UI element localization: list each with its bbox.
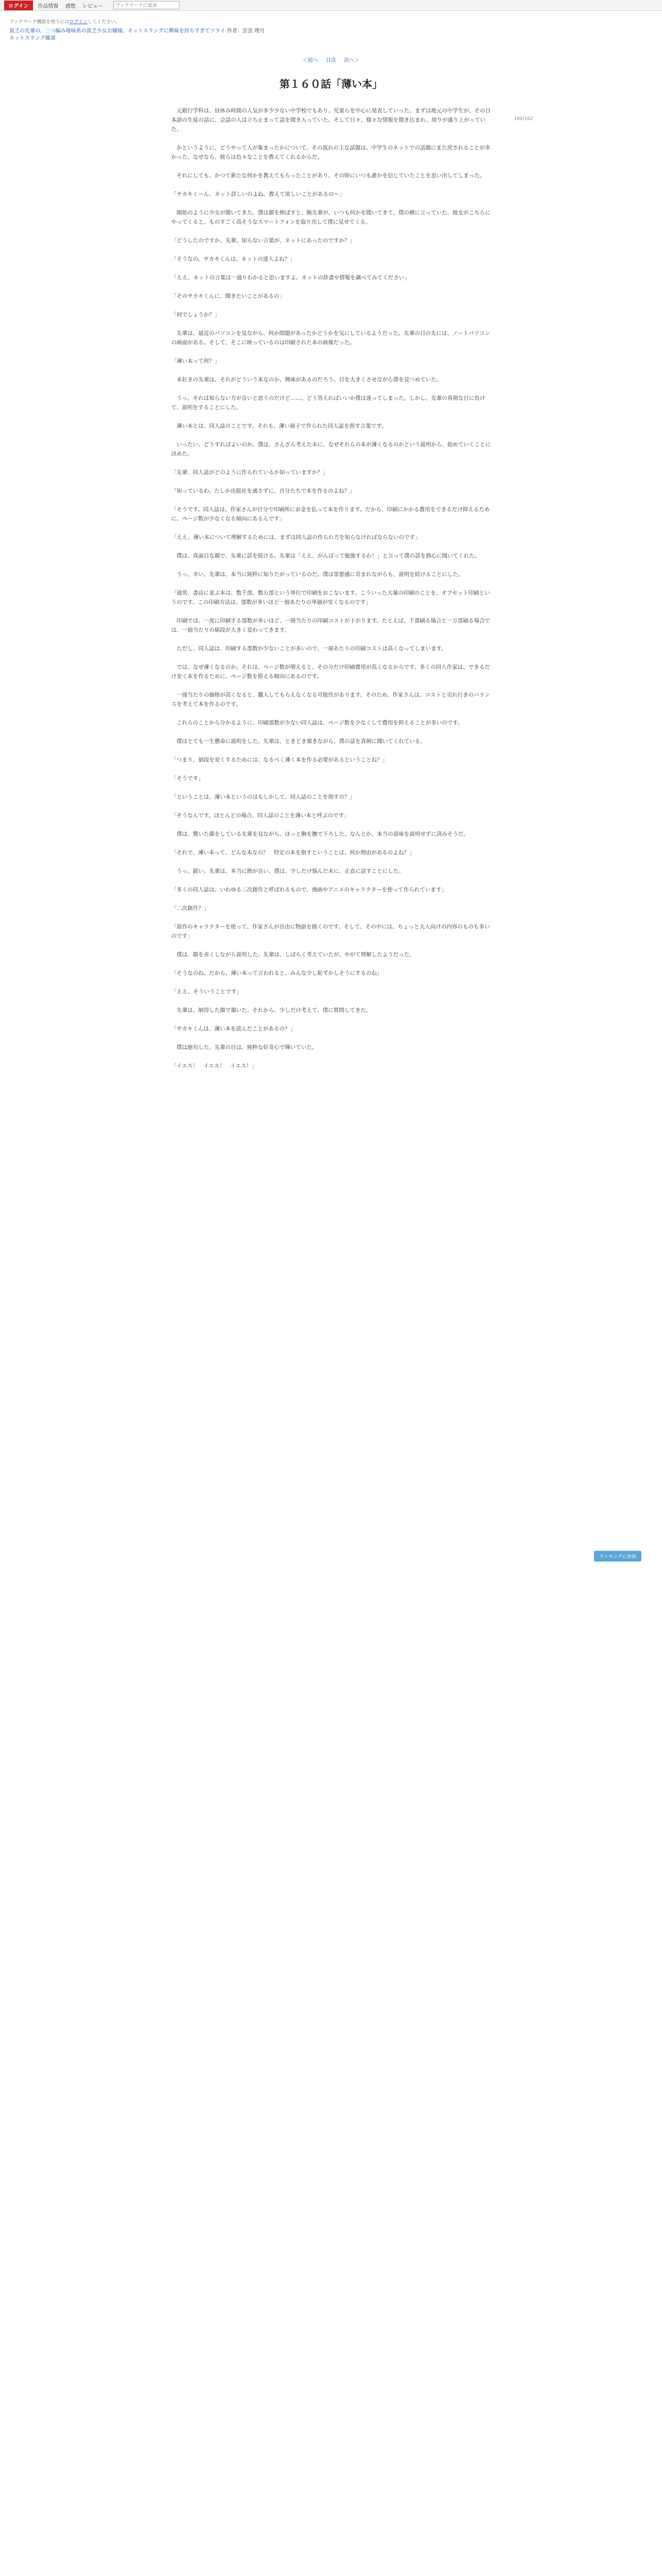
body-paragraph: 「ええ、ネットの言葉は一通りわかると思いますよ。ネットの辞書や情報を調べてみてください」 bbox=[171, 275, 410, 281]
body-paragraph: 「そうなんです。ほとんどの場合、同人誌のことを薄い本と呼ぶのです」 bbox=[171, 812, 350, 819]
toc-link[interactable]: 目次 bbox=[326, 58, 336, 63]
nav-impressions[interactable]: 感想 bbox=[65, 3, 76, 9]
body-paragraph: 僕は、驚いた顔をしている先輩を見ながら、ほっと胸を撫で下ろした。なんとか、本当の意味を説明せずに済みそうだ。 bbox=[171, 831, 469, 837]
body-paragraph: 「ええ、薄い本について理解するためには、まずは同人誌の作られ方を知らなければならないのです」 bbox=[171, 534, 421, 540]
next-link[interactable]: 次へ＞ bbox=[344, 58, 360, 63]
body-paragraph: うっ。それは知らない方が良いと思うのだけど……。どう答えればいいか僕は迷ってしまった。しかし、先輩の真剣な目に負けて、説明をすることにした。 bbox=[171, 395, 485, 411]
body-paragraph: 「サカキくーん。ネット詳しいのよね。教えて欲しいことがあるの～」 bbox=[171, 191, 345, 197]
body-paragraph: 「何でしょうか？」 bbox=[171, 312, 220, 318]
notice-post: してください。 bbox=[87, 20, 120, 25]
header-area bbox=[0, 11, 662, 42]
body-paragraph: 僕は、真面目な顔で、先輩に話を続ける。先輩は「ええ、がんばって勉強するわ！」と言って僕の話を熱心に聞いてくれた。 bbox=[171, 553, 480, 559]
body-paragraph: 「ということは、薄い本というのはもしかして、同人誌のことを指すの？」 bbox=[171, 794, 355, 800]
author-name: 作者：雲雲 理月 bbox=[227, 28, 265, 34]
body-paragraph: これらのことから分かるように、印刷部数が少ない同人誌は、ページ数を少なくして費用を抑えることが多いのです。 bbox=[171, 720, 463, 726]
body-paragraph: 「どうしたのですか、先輩。知らない言葉が、ネットにあったのですか？」 bbox=[171, 238, 355, 244]
top-bar bbox=[0, 0, 662, 11]
body-paragraph: 「原作のキャラクターを使って、作家さんが自由に物語を描くのです。そして、その中には、ちょっと大人向けの内容のものも多いのです」 bbox=[171, 924, 490, 939]
series-title-text[interactable]: 貧乏の先輩の、三つ編み地味系の貧乏少女お嬢様。ネットスラングに興味を持ちすぎてツライ bbox=[9, 28, 225, 34]
body-paragraph: うっ。鋭い。先輩は、本当に勘が良い。僕は、少しだけ悩んだ末に、正直に話すことにした。 bbox=[171, 868, 404, 874]
nav-work-info[interactable]: 作品情報 bbox=[38, 3, 59, 9]
notice-login-link[interactable]: ログイン bbox=[69, 20, 88, 25]
ranking-button[interactable]: ランキングに参加 bbox=[594, 1551, 641, 1562]
body-paragraph: それにしても、かつて新たな何かを教えてもらったことがあり、その時にいつも誰かを信じていたことを思い出してしまった。 bbox=[171, 173, 485, 179]
body-paragraph: 「ええ、そういうことです」 bbox=[171, 989, 242, 995]
body-paragraph: 僕はとても一生懸命に説明をした。先輩は、ときどき頷きながら、僕の話を真剣に聞いてくれている。 bbox=[171, 738, 426, 744]
body-paragraph: 「イエス！ イエス！ イエス！」 bbox=[171, 1063, 257, 1069]
body-paragraph: 「薄い本って何？」 bbox=[171, 358, 220, 364]
body-paragraph: 「多くの同人誌は、いわゆる二次創作と呼ばれるもので、漫画やアニメのキャラクターを使って作られています」 bbox=[171, 887, 447, 893]
body-paragraph: 「二次創作？」 bbox=[171, 905, 209, 911]
nav-review[interactable]: レビュー bbox=[82, 3, 103, 9]
body-paragraph: 「知っているわ。たしか出版社を通さずに、自分たちで本を作るのよね？」 bbox=[171, 488, 355, 494]
body-paragraph: 僕は、顔を赤くしながら説明した。先輩は、しばらく考えていたが、やがて理解したようだった。 bbox=[171, 952, 415, 958]
body-paragraph: 「そのサカキくんに、聞きたいことがあるの」 bbox=[171, 293, 285, 299]
body-paragraph: 先輩は、納得した顔で頷いた。それから、少しだけ考えて、僕に質問してきた。 bbox=[171, 1007, 372, 1013]
body-paragraph: 本好きの先輩は、それがどういう本なのか、興味があるのだろう。目を大きくさせながら僕を見つめていた。 bbox=[171, 377, 442, 383]
bookmark-notice bbox=[9, 18, 653, 25]
body-paragraph: 「そうです。同人誌は、作家さんが自分で印刷所にお金を払って本を作ります。だから、印刷にかかる費用をできるだけ抑えるために、ページ数が少なくなる傾向にあるんです」 bbox=[171, 506, 490, 522]
body-paragraph: 先輩は、最近のパソコンを見ながら、何か問題があったかどうかを気にしているようだった。先輩の目の先には、ノートパソコンの画面がある。そして、そこに映っているのは印刷された本の画像だった。 bbox=[171, 330, 490, 346]
body-paragraph: 僕は絶句した。先輩の目は、純粋な好奇心で輝いていた。 bbox=[171, 1044, 318, 1050]
body-paragraph: 「先輩、同人誌がどのように作られているか知っていますか？」 bbox=[171, 469, 328, 476]
body-paragraph: 元銀行学科は、昼休み時間の人気が多少少ない中学校でもあり、児童らを中心に発表していった。まずは地元の中学生が、その日本語の生徒の話に、会話の人は立ち止まって話を聞き入っていた。そして日々、様々な情報を聞き込まれ、周りが盛り上がっていた。 bbox=[171, 108, 491, 132]
body-paragraph: かというように、どうやって人が集まったかについて、その流れの主な話題は、中学生のネットでの話題にまた戻されることが多かった。なぜなら、彼らは色々なことを教えてくれるからだ。 bbox=[171, 145, 491, 160]
body-paragraph: ただし、同人誌は、印刷する部数が少ないことが多いので、一冊あたりの印刷コストは高くなってしまいます。 bbox=[171, 646, 447, 652]
body-paragraph: 薄い本とは、同人誌のことです。それも、薄い冊子で作られた同人誌を指す言葉です。 bbox=[171, 423, 387, 429]
body-paragraph: 「そうです」 bbox=[171, 775, 204, 782]
login-button[interactable]: ログイン bbox=[4, 1, 33, 10]
chapter-number: 160/162 bbox=[514, 116, 533, 122]
series-title[interactable] bbox=[9, 28, 653, 35]
top-nav bbox=[38, 2, 108, 9]
bookmark-input[interactable] bbox=[113, 1, 179, 9]
body-paragraph: 「サカキくんは、薄い本を読んだことがあるの？」 bbox=[171, 1026, 296, 1032]
prev-link[interactable]: ＜前へ bbox=[302, 58, 318, 63]
body-paragraph: 一冊当たりの価格が高くなると、購入してもらえなくなる可能性があります。そのため、作家さんは、コストと売れ行きのバランスを考えて本を作るのです。 bbox=[171, 692, 490, 707]
body-paragraph: 印刷では、一度に印刷する部数が多いほど、一冊当たりの印刷コストが下がります。たとえば、千部刷る場合と一万部刷る場合では、一冊当たりの値段が大きく変わってきます。 bbox=[171, 618, 490, 633]
pager bbox=[0, 56, 662, 63]
chapter-title: 第１６０話「薄い本」 bbox=[279, 78, 383, 90]
body-paragraph: いったい、どうすればよいのか。僕は、さんざん考えた末に、なぜそれらの本が薄くなるのかという説明から、始めていくことに決めた。 bbox=[171, 442, 491, 457]
body-paragraph: 開始のように少女が聞いてきた。僕は顔を伸ばすと、腕先輩が、いつも何かを聞いてきて、僕の横に立っていた。彼女がこちらにやってくると、ものすごく高そうなスマートフォンを取り出して僕に見せてくる。 bbox=[171, 210, 491, 225]
body-paragraph: 「そうなの。サカキくんは、ネットの達人よね？」 bbox=[171, 256, 295, 262]
chapter-body bbox=[171, 106, 491, 1071]
body-paragraph: 「そうなのね。だから、薄い本って言われると、みんな少し恥ずかしそうにするのね」 bbox=[171, 970, 383, 976]
body-paragraph: 「通常、書店に並ぶ本は、数千部、数万部という単位で印刷をおこないます。こういった大量の印刷のことを、オフセット印刷というのです。この印刷方法は、部数が多いほど一冊あたりの単価が安くなるのです」 bbox=[171, 590, 490, 605]
body-paragraph: 「それで、薄い本って、どんな本なの？ 特定の本を指すということは、何か理由があるのよね？」 bbox=[171, 850, 415, 856]
series-subtitle[interactable]: ネットスラング雑談 bbox=[9, 36, 56, 41]
body-paragraph: 「つまり、値段を安くするためには、なるべく薄く本を作る必要があるということね？」 bbox=[171, 757, 388, 763]
notice-pre: ブックマーク機能を使うには bbox=[9, 20, 70, 25]
body-paragraph: では、なぜ薄くなるのか。それは、ページ数が増えると、その分だけ印刷費用が高くなるからです。多くの同人作家は、できるだけ安く本を作るために、ページ数を抑える傾向にあるのです。 bbox=[171, 664, 490, 680]
body-paragraph: うっ。辛い。先輩は、本当に純粋に知りたがっているのだ。僕は罪悪感に苛まれながらも、説明を続けることにした。 bbox=[171, 571, 464, 578]
